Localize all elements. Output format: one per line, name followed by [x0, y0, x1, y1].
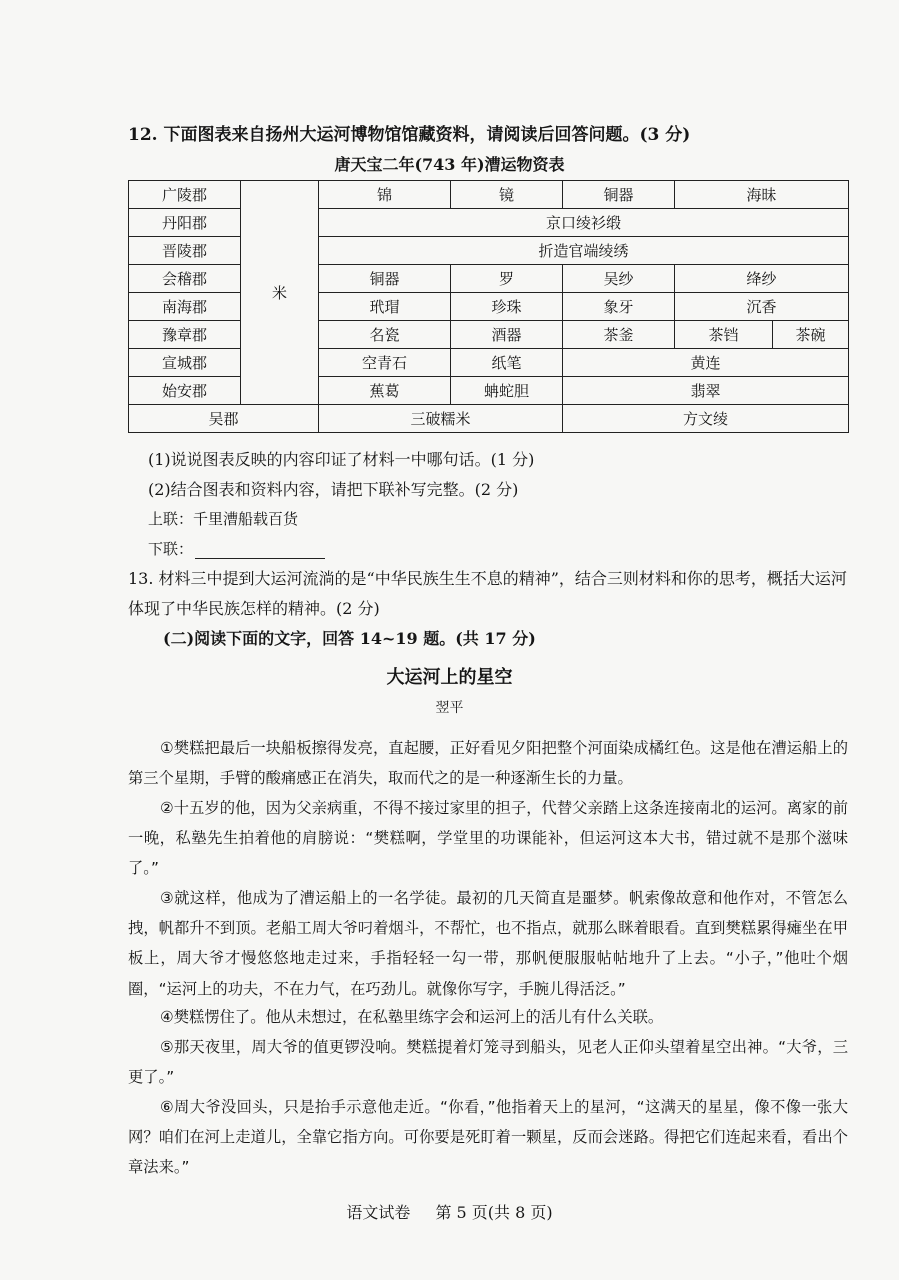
footer-page-number: 第 5 页(共 8 页): [435, 1203, 553, 1222]
item-cell: 沉香: [675, 293, 849, 321]
article-paragraph: ③就这样，他成为了漕运船上的一名学徒。最初的几天简直是噩梦。帆索像故意和他作对，不管怎么拽，帆都升不到顶。老船工周大爷叼着烟斗，不帮忙，也不指点，就那么眯着眼看。直到樊糕累得瘫坐在甲板上，周大爷才慢悠悠地走过来，手指轻轻一勾一带，那帆便服服帖帖地升了上去。“小子，”他吐个烟圈，“运河上的功夫，不在力气，在巧劲儿。就像你写字，手腕儿得活泛。”: [128, 889, 848, 998]
table-row: [129, 405, 849, 433]
item-cell: 吴纱: [563, 265, 675, 293]
item-cell: 黄连: [563, 349, 849, 377]
question-12-part-2: (2)结合图表和资料内容，请把下联补写完整。(2 分): [148, 480, 519, 499]
prefecture-cell: 吴郡: [129, 405, 319, 433]
item-cell: 铜器: [319, 265, 451, 293]
article-title: 大运河上的星空: [386, 667, 513, 688]
article-paragraph: ④樊糕愣住了。他从未想过，在私塾里练字会和运河上的活儿有什么关联。: [160, 1008, 664, 1026]
lower-couplet-label: 下联：: [148, 540, 194, 558]
answer-blank[interactable]: [195, 544, 325, 559]
item-cell: 折造官端绫绣: [319, 237, 849, 265]
question-13-line-2: 体现了中华民族怎样的精神。(2 分): [128, 599, 380, 618]
item-cell: 蚺蛇胆: [451, 377, 563, 405]
table-row: [129, 237, 849, 265]
article-paragraph: ①樊糕把最后一块船板擦得发亮，直起腰，正好看见夕阳把整个河面染成橘红色。这是他在漕运船上的第三个星期，手臂的酸痛感正在消失，取而代之的是一种逐渐生长的力量。: [128, 739, 848, 788]
item-cell: 锦: [319, 181, 451, 209]
prefecture-cell: 南海郡: [129, 293, 241, 321]
footer-subject: 语文试卷: [346, 1203, 411, 1222]
item-cell: 珍珠: [451, 293, 563, 321]
item-cell: 铜器: [563, 181, 675, 209]
table-row: [129, 349, 849, 377]
prefecture-cell: 广陵郡: [129, 181, 241, 209]
table-row: [129, 265, 849, 293]
table-row: [129, 377, 849, 405]
prefecture-cell: 会稽郡: [129, 265, 241, 293]
page-footer: [0, 1200, 899, 1223]
item-cell: 方文绫: [563, 405, 849, 433]
item-cell: 三破糯米: [319, 405, 563, 433]
upper-couplet: 上联：千里漕船载百货: [148, 510, 299, 528]
article-author: 翌平: [435, 700, 464, 716]
prefecture-cell: 丹阳郡: [129, 209, 241, 237]
item-cell: 蕉葛: [319, 377, 451, 405]
article-paragraph: ②十五岁的他，因为父亲病重，不得不接过家里的担子，代替父亲踏上这条连接南北的运河。离家的前一晚，私塾先生拍着他的肩膀说：“樊糕啊，学堂里的功课能补，但运河这本大书，错过就不是那个滋味了。”: [128, 799, 848, 878]
item-cell: 翡翠: [563, 377, 849, 405]
item-cell: 镜: [451, 181, 563, 209]
table-row: [129, 321, 849, 349]
item-cell: 茶铛: [675, 321, 773, 349]
prefecture-cell: 豫章郡: [129, 321, 241, 349]
question-12-part-1: (1)说说图表反映的内容印证了材料一中哪句话。(1 分): [148, 450, 535, 469]
question-12-prompt: 12. 下面图表来自扬州大运河博物馆馆藏资料，请阅读后回答问题。(3 分): [128, 125, 691, 145]
article-paragraph: ⑥周大爷没回头，只是抬手示意他走近。“你看，”他指着天上的星河，“这满天的星星，像不像一张大网？咱们在河上走道儿，全靠它指方向。可你要是死盯着一颗星，反而会迷路。得把它们连起来看，看出个章法来。”: [128, 1098, 848, 1177]
item-cell: 名瓷: [319, 321, 451, 349]
prefecture-cell: 宣城郡: [129, 349, 241, 377]
item-cell: 象牙: [563, 293, 675, 321]
table-title: 唐天宝二年(743 年)漕运物资表: [334, 155, 565, 174]
lower-couplet: [148, 538, 325, 559]
item-cell: 玳瑁: [319, 293, 451, 321]
item-cell: 酒器: [451, 321, 563, 349]
item-cell: 绛纱: [675, 265, 849, 293]
item-cell: 茶釜: [563, 321, 675, 349]
table-row: [129, 293, 849, 321]
item-cell: 海昧: [675, 181, 849, 209]
cargo-table: [128, 180, 849, 433]
item-cell: 空青石: [319, 349, 451, 377]
item-cell: 茶碗: [773, 321, 849, 349]
table-row: [129, 209, 849, 237]
item-cell: 纸笔: [451, 349, 563, 377]
shared-item-cell: 米: [241, 181, 319, 405]
prefecture-cell: 晋陵郡: [129, 237, 241, 265]
article-paragraph: ⑤那天夜里，周大爷的值更锣没响。樊糕提着灯笼寻到船头，见老人正仰头望着星空出神。“大爷，三更了。”: [128, 1038, 848, 1087]
item-cell: 京口绫衫缎: [319, 209, 849, 237]
table-row: [129, 181, 849, 209]
section-heading: (二)阅读下面的文字，回答 14~19 题。(共 17 分): [163, 629, 536, 648]
item-cell: 罗: [451, 265, 563, 293]
prefecture-cell: 始安郡: [129, 377, 241, 405]
question-13-line-1: 13. 材料三中提到大运河流淌的是“中华民族生生不息的精神”，结合三则材料和你的思考，概括大运河: [128, 569, 847, 588]
